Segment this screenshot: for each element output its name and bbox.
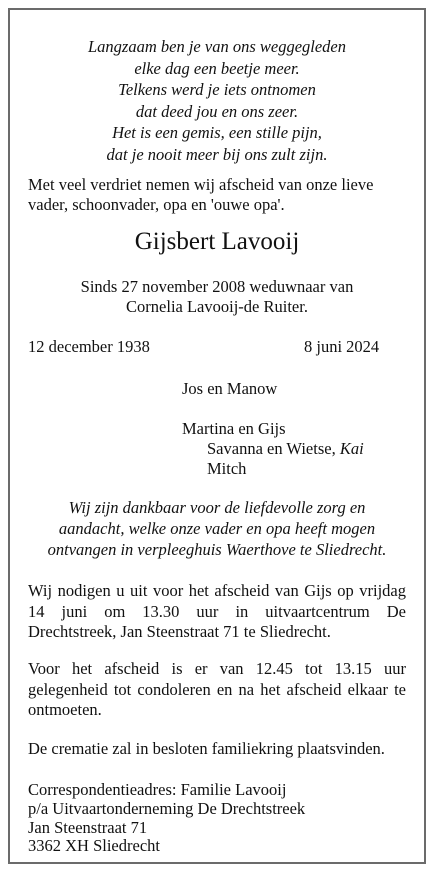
family-member: Jos en Manow xyxy=(182,379,278,398)
family-member: Martina en Gijs xyxy=(182,419,286,438)
poem xyxy=(28,36,406,166)
birth-date: 12 december 1938 xyxy=(28,337,150,356)
family-member: Savanna en Wietse, xyxy=(207,439,340,458)
poem-line: Telkens werd je iets ontnomen xyxy=(118,80,316,100)
address-line: Jan Steenstraat 71 xyxy=(28,817,148,837)
thanks-text xyxy=(28,497,406,560)
address-line: Correspondentieadres: Familie Lavooij xyxy=(28,780,287,799)
widower-line: Sinds 27 november 2008 weduwnaar van xyxy=(80,277,354,296)
poem-line: dat deed jou en ons zeer. xyxy=(135,101,299,121)
obituary-card xyxy=(8,8,426,864)
poem-line: dat je nooit meer bij ons zult zijn. xyxy=(106,144,328,164)
correspondence-address xyxy=(28,781,406,856)
deceased-name: Gijsbert Lavooij xyxy=(134,228,300,255)
family-grandchildren xyxy=(182,439,364,459)
widower-notice xyxy=(28,277,406,317)
condolence-text: Voor het afscheid is er van 12.45 tot 13.15 uur gelegenheid tot condoleren en na het afscheid elkaar te ontmoeten. xyxy=(28,659,406,719)
thanks-line: aandacht, welke onze vader en opa heeft mogen xyxy=(58,519,376,538)
family-member-great-grandchild: Kai xyxy=(339,439,364,458)
cremation-text: De crematie zal in besloten familiekring plaatsvinden. xyxy=(28,739,385,758)
family-member: Mitch xyxy=(207,459,247,478)
poem-line: Langzaam ben je van ons weggegleden xyxy=(88,37,346,56)
thanks-line: ontvangen in verpleeghuis Waerthove te Sliedrecht. xyxy=(47,540,387,559)
poem-line: Het is een gemis, een stille pijn, xyxy=(112,123,322,143)
widower-line: Cornelia Lavooij-de Ruiter. xyxy=(126,297,308,316)
thanks-line: Wij zijn dankbaar voor de liefdevolle zorg en xyxy=(68,498,366,517)
family-spacer xyxy=(182,399,364,419)
death-date: 8 juni 2024 xyxy=(304,337,380,356)
poem-line: elke dag een beetje meer. xyxy=(134,58,300,78)
obituary-content xyxy=(28,10,406,862)
invitation-text: Wij nodigen u uit voor het afscheid van Gijs op vrijdag 14 juni om 13.30 uur in uitvaartcentrum De Drechtstreek, Jan Steenstraat 71 te Sliedrecht. xyxy=(28,581,406,641)
family-list xyxy=(182,379,364,479)
address-line: p/a Uitvaartonderneming De Drechtstreek xyxy=(28,798,306,818)
address-line: 3362 XH Sliedrecht xyxy=(28,836,160,856)
intro-text: Met veel verdriet nemen wij afscheid van onze lieve vader, schoonvader, opa en 'ouwe opa'. xyxy=(28,175,374,214)
